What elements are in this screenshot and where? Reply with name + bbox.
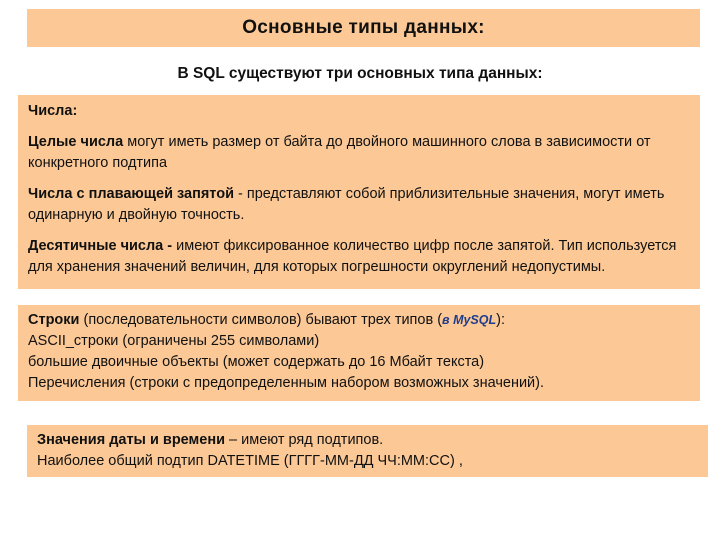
mysql-note: в MySQL [442,313,497,327]
numbers-heading: Числа: [28,103,78,119]
floats-paragraph [28,184,692,226]
dates-section [27,425,708,477]
strings-item: Перечисления (строки с предопределенным набором возможных значений). [28,375,545,391]
strings-item: большие двоичные объекты (может содержать до 16 Мбайт текста) [28,354,485,370]
title-banner [27,9,700,47]
dates-intro: Значения даты и времени – имеют ряд подтипов. [37,432,384,448]
floats-text: - представляют собой приблизительные значения, могут иметь одинарную и двойную точность. [28,186,665,223]
decimals-term: Десятичные числа - [28,238,173,254]
numbers-section [18,95,700,289]
strings-term: Строки [28,312,80,328]
dates-term: Значения даты и времени [37,432,226,448]
page-title: Основные типы данных: [242,17,485,38]
integers-term: Целые числа [28,134,124,150]
integers-text: могут иметь размер от байта до двойного машинного слова в зависимости от конкретного подтипа [28,134,651,171]
dates-subtype: Наиболее общий подтип DATETIME (ГГГГ-ММ-ДД ЧЧ:ММ:СС) , [37,453,463,469]
floats-term: Числа с плавающей запятой [28,186,234,202]
strings-item: ASCII_строки (ограничены 255 символами) [28,333,320,349]
decimals-paragraph [28,236,692,278]
integers-paragraph [28,132,692,174]
strings-intro: Строки (последовательности символов) бывают трех типов (в MySQL): [28,312,505,328]
decimals-text: имеют фиксированное количество цифр после запятой. Тип используется для хранения значений величин, для которых погрешности округлений недопустимы. [28,238,677,275]
strings-section [18,305,700,401]
subtitle: В SQL существуют три основных типа данных: [177,65,543,82]
